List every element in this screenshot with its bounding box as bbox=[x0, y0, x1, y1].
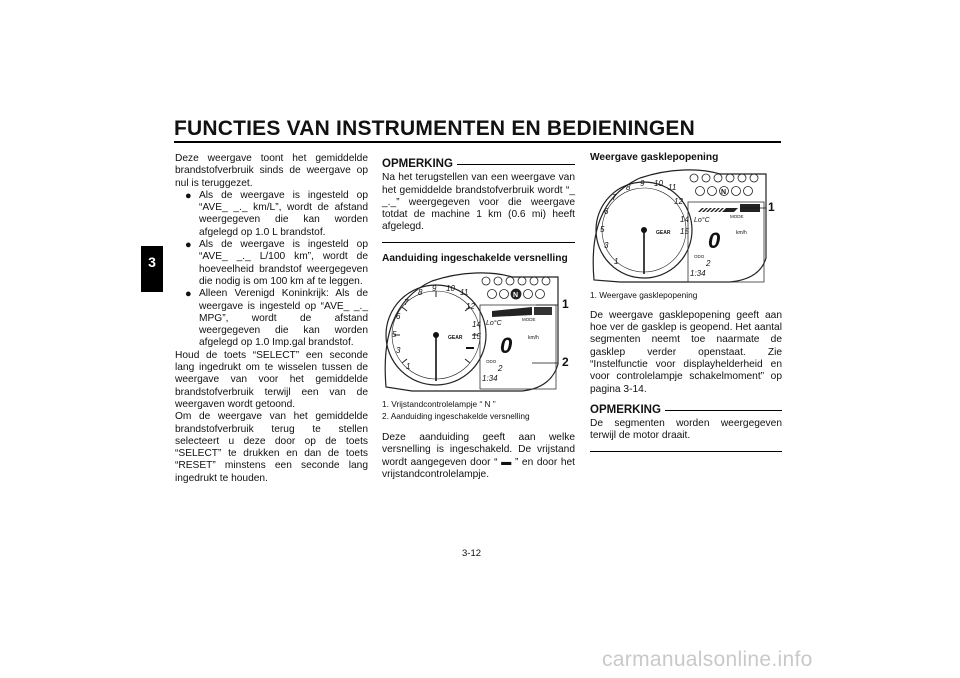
trip-readout: 2 bbox=[706, 259, 711, 269]
temp-readout: Lo°C bbox=[694, 217, 710, 225]
caption-line: 2. Aanduiding ingeschakelde versnelling bbox=[382, 410, 530, 421]
tach-number: 3 bbox=[604, 241, 609, 251]
tach-number: 8 bbox=[626, 183, 631, 193]
note-rule bbox=[665, 410, 782, 411]
gear-label: GEAR bbox=[448, 335, 463, 342]
tach-number: 7 bbox=[404, 298, 409, 308]
tach-number: 6 bbox=[604, 207, 609, 217]
clock-readout: 1:34 bbox=[482, 374, 498, 384]
bullet-text: Als de weergave is ingesteld op “AVE_ _._ L/100 km”, wordt de hoeveelheid brandstof weergegeven die nodig is om 100 km af te leggen. bbox=[199, 239, 368, 287]
note-end-rule bbox=[590, 451, 782, 452]
callout-1: 1 bbox=[768, 200, 775, 215]
mode-label: MODE bbox=[730, 214, 744, 220]
page-number: 3-12 bbox=[462, 548, 482, 559]
throttle-body-text: De weergave gasklepopening geeft aan hoe ver de gasklep is geopend. Het aantal segmenten neemt toe naarmate de gasklep verder openstaat. Zie “Instelfunctie voor displayhelderheid en voor controlelampje schakelmoment” op pagina 3-14. bbox=[590, 309, 782, 395]
dashboard-drawing bbox=[382, 269, 575, 395]
tach-number: 5 bbox=[392, 330, 397, 340]
tach-number: 5 bbox=[600, 225, 605, 235]
tach-number: 12 bbox=[466, 302, 475, 312]
tach-number: 1 bbox=[614, 257, 619, 267]
bullet-item bbox=[175, 190, 368, 239]
mode-label: MODE bbox=[522, 317, 536, 323]
select-paragraph: Houd de toets “SELECT” een seconde lang ingedrukt om te wisselen tussen de weergave van voor het gemiddelde brandstofverbruik terwijl een van de weergaven wordt getoond. bbox=[175, 349, 368, 410]
tach-number: 8 bbox=[418, 288, 423, 298]
column-right bbox=[590, 152, 782, 462]
tach-number: 10 bbox=[446, 284, 455, 294]
bullet-list bbox=[175, 190, 368, 350]
speed-readout: 0 bbox=[500, 333, 513, 359]
title-rule bbox=[174, 141, 781, 143]
section-title: Weergave gasklepopening bbox=[590, 152, 719, 163]
chapter-tab: 3 bbox=[141, 246, 163, 292]
page-title: FUNCTIES VAN INSTRUMENTEN EN BEDIENINGEN bbox=[174, 117, 695, 140]
dashboard-drawing bbox=[590, 168, 782, 286]
note-title: OPMERKING bbox=[590, 403, 661, 416]
gear-indicator bbox=[466, 347, 474, 349]
tach-number: 7 bbox=[612, 193, 617, 203]
caption-line: 1. Weergave gasklepopening bbox=[590, 290, 698, 301]
note-end-rule bbox=[382, 242, 575, 243]
intro-paragraph: Deze weergave toont het gemiddelde brandstofverbruik sinds de weergave op nul is teruggezet. bbox=[175, 153, 368, 189]
clock-readout: 1:34 bbox=[690, 269, 706, 279]
tach-number: 15 bbox=[680, 227, 689, 237]
neutral-lamp: N bbox=[721, 189, 727, 197]
bullet-item bbox=[175, 239, 368, 288]
note-title: OPMERKING bbox=[382, 158, 453, 170]
tach-number: 1 bbox=[406, 362, 411, 372]
needle-hub bbox=[433, 332, 439, 338]
speed-readout: 0 bbox=[708, 228, 721, 254]
bullet-text: Als de weergave is ingesteld op “AVE_ _._ km/L”, wordt de afstand weergegeven die kan worden afgelegd op 1.0 L brandstof. bbox=[199, 189, 368, 238]
watermark[interactable]: carmanualsonline.info bbox=[602, 648, 813, 671]
bullet-text: Alleen Verenigd Koninkrijk: Als de weergave is ingesteld op “AVE_ _._ MPG”, wordt de afstand weergegeven die kan worden afgelegd op 1.0 Imp.gal brandstof. bbox=[199, 288, 368, 349]
tach-number: 3 bbox=[396, 346, 401, 356]
tach-number: 10 bbox=[654, 179, 663, 189]
callout-2: 2 bbox=[562, 355, 569, 370]
trip-readout: 2 bbox=[498, 364, 503, 374]
temp-readout: Lo°C bbox=[486, 320, 502, 328]
gear-body-text: Deze aanduiding geeft aan welke versnelling is ingeschakeld. De vrijstand wordt aangegeven door “ ▬ ” en door het vrijstandcontrolelampje. bbox=[382, 432, 575, 480]
tach-number: 9 bbox=[432, 284, 437, 294]
section-title: Aanduiding ingeschakelde versnelling bbox=[382, 252, 568, 264]
bullet-icon: ● bbox=[185, 288, 192, 301]
odo-label: ODO bbox=[486, 359, 497, 365]
bullet-icon: ● bbox=[185, 189, 192, 202]
needle-hub bbox=[641, 227, 647, 233]
tach-number: 11 bbox=[668, 183, 677, 193]
note-text: De segmenten worden weergegeven terwijl de motor draait. bbox=[590, 418, 782, 442]
figure-caption bbox=[590, 290, 782, 302]
reset-paragraph: Om de weergave van het gemiddelde brandstofverbruik terug te stellen selecteert u deze door op de toets “SELECT” te drukken en dan de toets “RESET” minstens een seconde lang ingedrukt te houden. bbox=[175, 411, 368, 484]
note-heading bbox=[382, 158, 575, 170]
tach-number: 9 bbox=[640, 179, 645, 189]
note-text: Na het terugstellen van een weergave van het gemiddelde brandstofverbruik wordt “_ _._” weergegeven voor die weergave totdat de machine 1 km (0.6 mi) heeft afgelegd. bbox=[382, 172, 575, 233]
odo-label: ODO bbox=[694, 254, 705, 260]
gear-label: GEAR bbox=[656, 230, 671, 237]
caption-line: 1. Vrijstandcontrolelampje “ N ” bbox=[382, 399, 496, 410]
instrument-illustration bbox=[590, 168, 782, 286]
bullet-icon: ● bbox=[185, 239, 192, 252]
figure-caption bbox=[382, 399, 575, 422]
bullet-item bbox=[175, 288, 368, 349]
column-middle bbox=[382, 158, 575, 481]
instrument-illustration bbox=[382, 269, 575, 395]
speed-unit: km/h bbox=[528, 335, 539, 342]
speed-unit: km/h bbox=[736, 230, 747, 237]
tach-number: 12 bbox=[674, 197, 683, 207]
tach-number: 11 bbox=[460, 288, 469, 298]
tach-number: 14 bbox=[472, 320, 481, 330]
neutral-lamp: N bbox=[513, 292, 519, 300]
callout-1: 1 bbox=[562, 297, 569, 312]
note-rule bbox=[457, 164, 575, 165]
column-left bbox=[175, 153, 368, 485]
dashboard-outline bbox=[593, 170, 766, 282]
tach-number: 14 bbox=[680, 215, 689, 225]
tach-number: 15 bbox=[472, 332, 481, 342]
note-heading bbox=[590, 404, 782, 416]
tach-number: 6 bbox=[396, 312, 401, 322]
